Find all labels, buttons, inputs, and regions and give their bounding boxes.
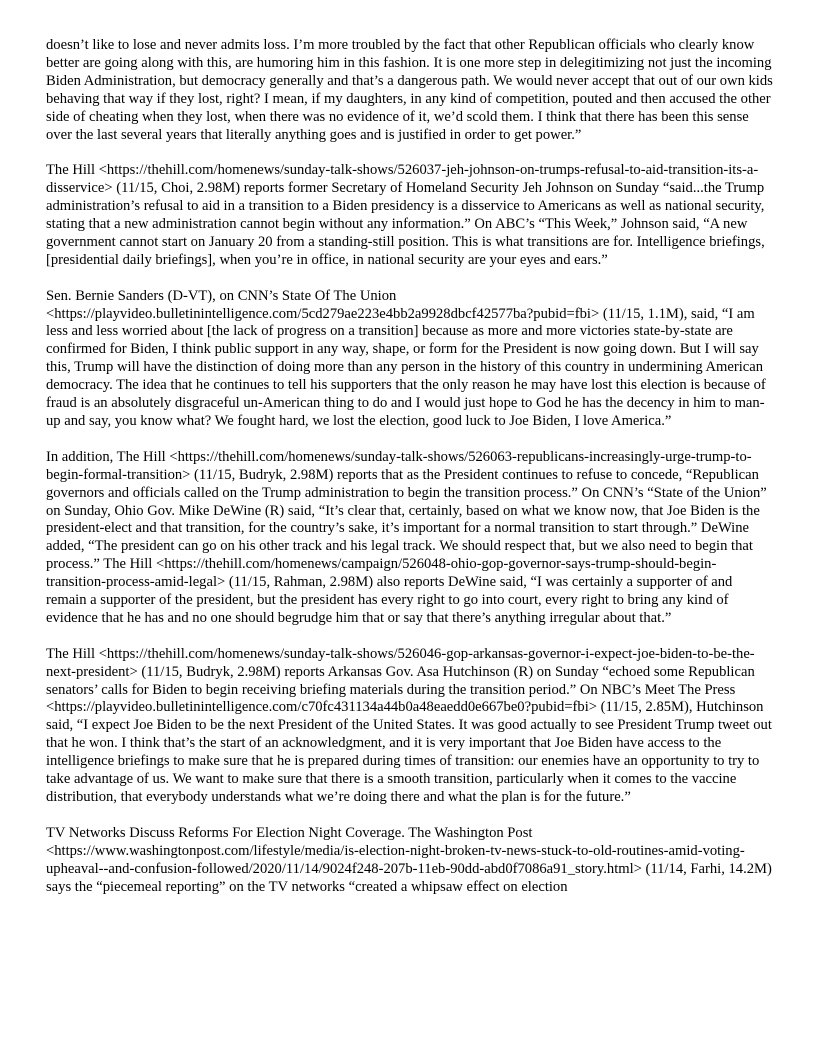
paragraph-3: Sen. Bernie Sanders (D-VT), on CNN’s State Of The Union <https://playvideo.bulletinintelligence.com/5cd279ae223e4bb2a9928dbcf42577ba?pubid=fbi> (11/15, 1.1M), said, “I am less and less worried about [the lack of progress on a transition] because as more and more victories state-by-state are confirmed for Biden, I think public support in any way, shape, or form for the President is now going down. But I will say this, Trump will have the distinction of doing more than any person in the history of this country in undermining American democracy. The idea that he continues to tell his supporters that the only reason he may have lost this election is because of fraud is an absolutely disgraceful un-American thing to do and I would just hope to God he has the decency in him to man-up and say, you know what? We fought hard, we lost the election, good luck to Joe Biden, I love America.” <box>46 287 766 429</box>
paragraph-1: doesn’t like to lose and never admits loss. I’m more troubled by the fact that other Republican officials who clearly know better are going along with this, are humoring him in this fashion. It is one more step in delegitimizing not just the incoming Biden Administration, but democracy generally and that’s a dangerous path. We would never accept that out of our own kids behaving that way if they lost, right? I mean, if my daughters, in any kind of competition, pouted and then accused the other side of cheating when they lost, when there was no evidence of it, we’d scold them. I think that there has been this sense over the last several years that literally anything goes and is justified in order to get power.” <box>46 37 773 143</box>
paragraph-6: TV Networks Discuss Reforms For Election Night Coverage. The Washington Post <https://www.washingtonpost.com/lifestyle/media/is-election-night-broken-tv-news-stuck-to-old-routines-amid-voting-upheaval--and-confusion-followed/2020/11/14/9024f248-207b-11eb-90dd-abd0f7086a91_story.html> (11/14, Farhi, 14.2M) says the “piecemeal reporting” on the TV networks “created a whipsaw effect on election <box>46 824 772 895</box>
paragraph-5: The Hill <https://thehill.com/homenews/sunday-talk-shows/526046-gop-arkansas-governor-i-expect-joe-biden-to-be-the-next-president> (11/15, Budryk, 2.98M) reports Arkansas Gov. Asa Hutchinson (R) on Sunday “echoed some Republican senators’ calls for Biden to begin receiving briefing materials during the transition period.” On NBC’s Meet The Press <https://playvideo.bulletinintelligence.com/c70fc431134a44b0a48eaedd0e667be0?pubid=fbi> (11/15, 2.85M), Hutchinson said, “I expect Joe Biden to be the next President of the United States. It was good actually to see President Trump tweet out that he won. I think that’s the start of an acknowledgment, and it is very important that Joe Biden have access to the intelligence briefings to make sure that he is prepared during times of transition: our enemies have an opportunity to try to take advantage of us. We want to make sure that there is a smooth transition, particularly when it comes to the vaccine distribution, that everybody understands what we’re doing there and what the plan is for the future.” <box>46 645 772 805</box>
document-page <box>46 37 776 896</box>
paragraph-2: The Hill <https://thehill.com/homenews/sunday-talk-shows/526037-jeh-johnson-on-trumps-refusal-to-aid-transition-its-a-disservice> (11/15, Choi, 2.98M) reports former Secretary of Homeland Security Jeh Johnson on Sunday “said...the Trump administration’s refusal to aid in a transition to a Biden presidency is a disservice to Americans as well as national security, stating that a new administration cannot begin without any information.” On ABC’s “This Week,” Johnson said, “A new government cannot start on January 20 from a standing-still position. This is what transitions are for. Intelligence briefings, [presidential daily briefings], when you’re in office, in national security are your eyes and ears.” <box>46 162 765 268</box>
paragraph-4: In addition, The Hill <https://thehill.com/homenews/sunday-talk-shows/526063-republicans-increasingly-urge-trump-to-begin-formal-transition> (11/15, Budryk, 2.98M) reports that as the President continues to refuse to concede, “Republican governors and officials called on the Trump administration to begin the transition process.” On CNN’s “State of the Union” on Sunday, Ohio Gov. Mike DeWine (R) said, “It’s clear that, certainly, based on what we know now, that Joe Biden is the president-elect and that transition, for the country’s sake, it’s important for a normal transition to start through.” DeWine added, “The president can go on his other track and his legal track. We should respect that, but we also need to begin that process.” The Hill <https://thehill.com/homenews/campaign/526048-ohio-gop-governor-says-trump-should-begin-transition-process-amid-legal> (11/15, Rahman, 2.98M) also reports DeWine said, “I was certainly a supporter of and remain a supporter of the president, but the president has every right to go into court, every right to bring any kind of evidence that he has and no one should begrudge him that or say that there’s anything irregular about that.” <box>46 448 767 626</box>
